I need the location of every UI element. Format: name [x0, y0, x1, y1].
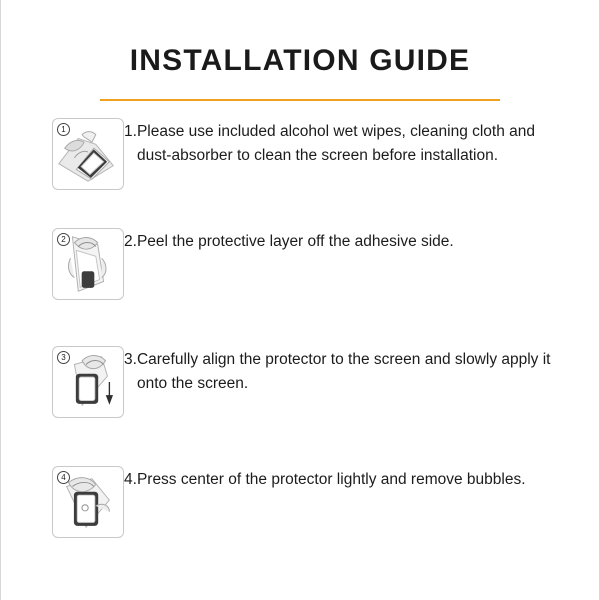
- list-item: [0, 118, 600, 190]
- page-title: INSTALLATION GUIDE: [129, 44, 471, 77]
- list-item: [0, 228, 600, 300]
- step-4-badge: 4: [57, 471, 70, 484]
- step-4-body: Press center of the protector lightly and remove bubbles.: [136, 471, 526, 488]
- step-1-body: Please use included alcohol wet wipes, cleaning cloth and dust-absorber to clean the screen before installation.: [136, 123, 536, 165]
- step-3-number: 3.: [124, 351, 137, 368]
- list-item: [0, 346, 600, 418]
- step-2-body: Peel the protective layer off the adhesive side.: [136, 233, 454, 250]
- step-1-illustration: [52, 118, 124, 190]
- list-item: [0, 466, 600, 538]
- step-2-badge: 2: [57, 233, 70, 246]
- step-1-text: [124, 118, 562, 168]
- step-2-illustration: [52, 228, 124, 300]
- step-3-badge: 3: [57, 351, 70, 364]
- steps-list: [0, 118, 600, 538]
- step-4-text: [124, 466, 562, 492]
- step-3-body: Carefully align the protector to the screen and slowly apply it onto the screen.: [136, 351, 551, 393]
- step-1-badge: 1: [57, 123, 70, 136]
- step-2-number: 2.: [124, 233, 137, 250]
- step-4-illustration: [52, 466, 124, 538]
- step-2-text: [124, 228, 562, 254]
- step-1-number: 1.: [124, 123, 137, 140]
- step-4-number: 4.: [124, 471, 137, 488]
- step-3-illustration: [52, 346, 124, 418]
- step-3-text: [124, 346, 562, 396]
- title-divider: [100, 99, 500, 101]
